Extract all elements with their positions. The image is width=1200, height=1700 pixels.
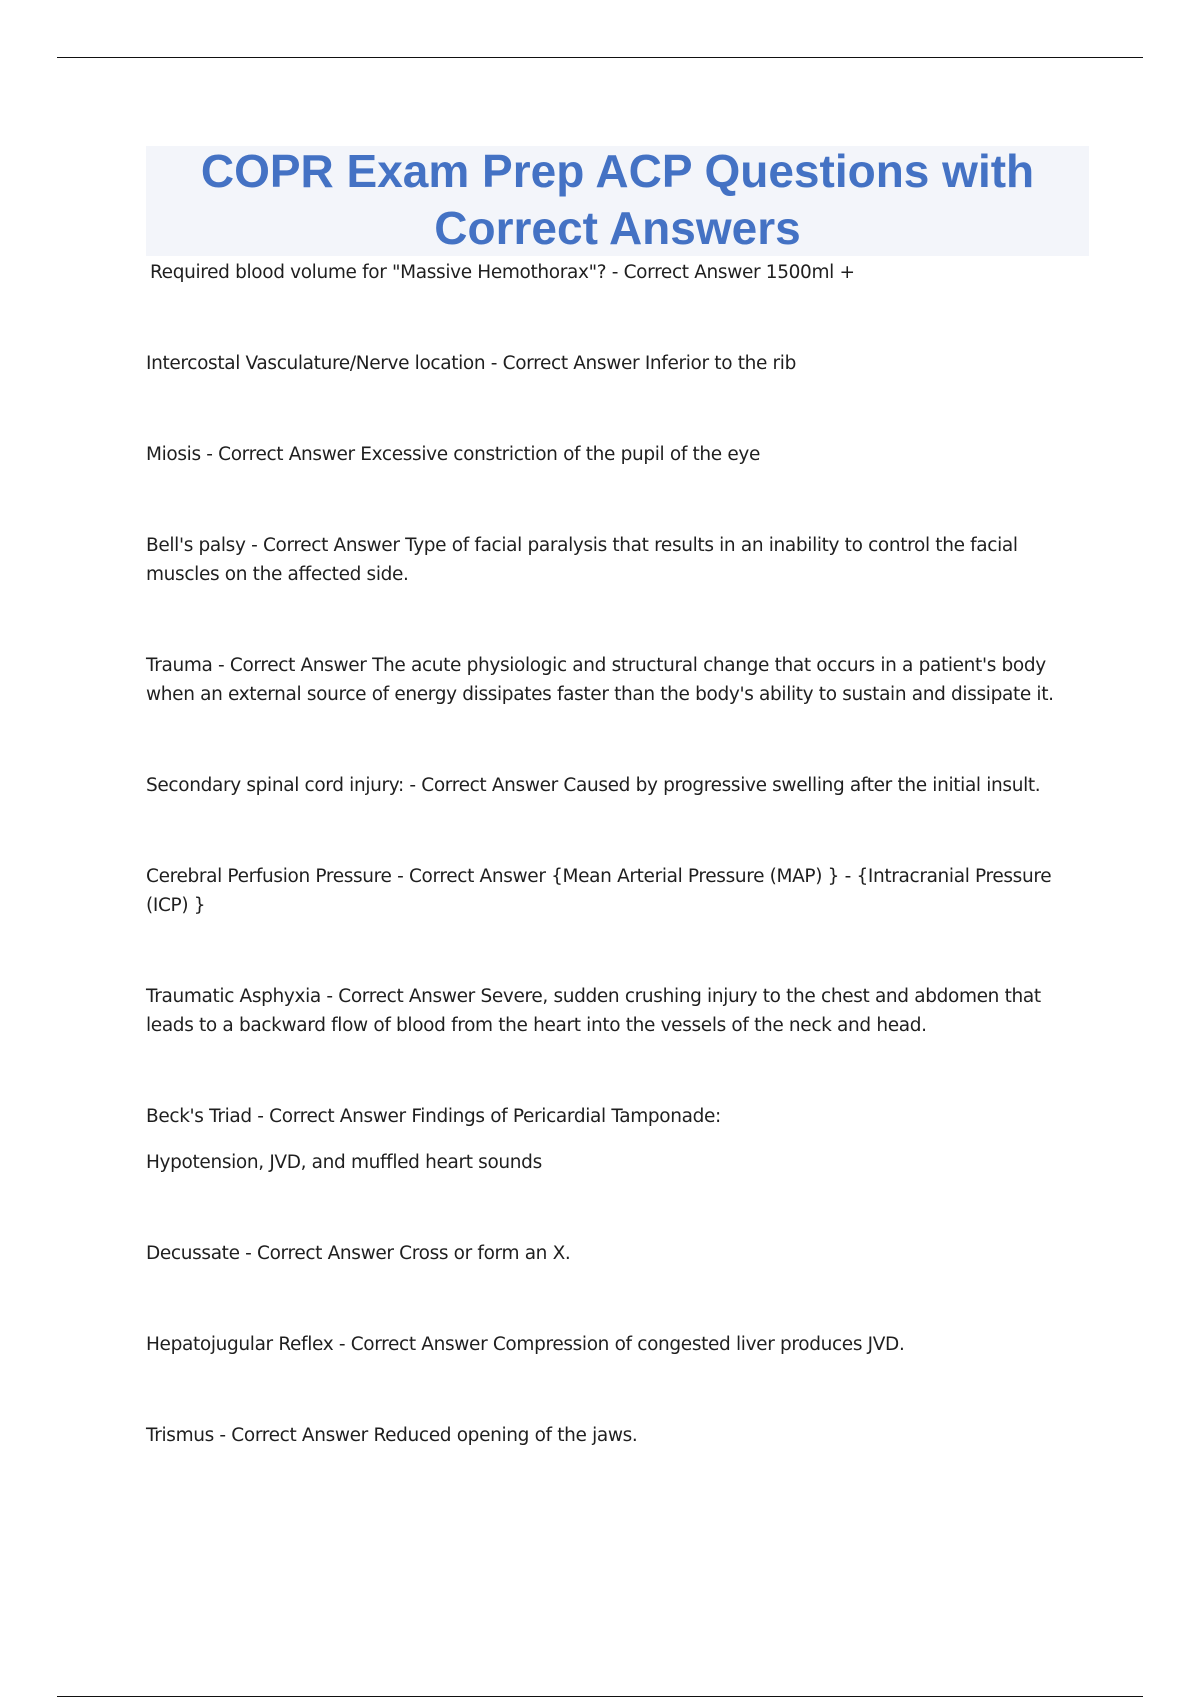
qa-text: Trismus - Correct Answer Reduced opening of the jaws. xyxy=(146,1425,638,1446)
qa-item xyxy=(146,1239,1076,1268)
qa-item xyxy=(146,771,1076,800)
qa-item xyxy=(146,862,1076,920)
footer-rule xyxy=(57,1696,1143,1697)
qa-item xyxy=(146,982,1076,1040)
qa-item xyxy=(146,1102,1076,1177)
qa-text: Intercostal Vasculature/Nerve location - Correct Answer Inferior to the rib xyxy=(146,353,796,374)
qa-text: Secondary spinal cord injury: - Correct Answer Caused by progressive swelling after the initial insult. xyxy=(146,775,1041,796)
qa-text: Beck's Triad - Correct Answer Findings of Pericardial Tamponade: xyxy=(146,1106,721,1127)
header-rule xyxy=(57,57,1143,58)
qa-text: Bell's palsy - Correct Answer Type of facial paralysis that results in an inability to control the facial muscles on the affected side. xyxy=(146,535,1018,585)
qa-list xyxy=(146,258,1076,1512)
qa-text: Cerebral Perfusion Pressure - Correct Answer {Mean Arterial Pressure (MAP) } - {Intracranial Pressure (ICP) } xyxy=(146,866,1052,916)
qa-item xyxy=(146,531,1076,589)
qa-item xyxy=(146,1421,1076,1450)
qa-text: Required blood volume for "Massive Hemothorax"? - Correct Answer 1500ml + xyxy=(150,262,855,283)
qa-item xyxy=(146,651,1076,709)
qa-text: Decussate - Correct Answer Cross or form an X. xyxy=(146,1243,571,1264)
qa-item xyxy=(146,440,1076,469)
qa-text: Hepatojugular Reflex - Correct Answer Compression of congested liver produces JVD. xyxy=(146,1334,905,1355)
qa-item xyxy=(146,349,1076,378)
qa-text: Traumatic Asphyxia - Correct Answer Severe, sudden crushing injury to the chest and abdomen that leads to a backward flow of blood from the heart into the vessels of the neck and head. xyxy=(146,986,1041,1036)
qa-text: Trauma - Correct Answer The acute physiologic and structural change that occurs in a patient's body when an external source of energy dissipates faster than the body's ability to sustain and dissipate it. xyxy=(146,655,1054,705)
qa-item xyxy=(146,1330,1076,1359)
qa-text-continued: Hypotension, JVD, and muffled heart sounds xyxy=(146,1152,542,1173)
document-title: COPR Exam Prep ACP Questions with Correct Answers xyxy=(200,145,1035,254)
qa-item xyxy=(146,258,1076,287)
qa-text: Miosis - Correct Answer Excessive constriction of the pupil of the eye xyxy=(146,444,761,465)
